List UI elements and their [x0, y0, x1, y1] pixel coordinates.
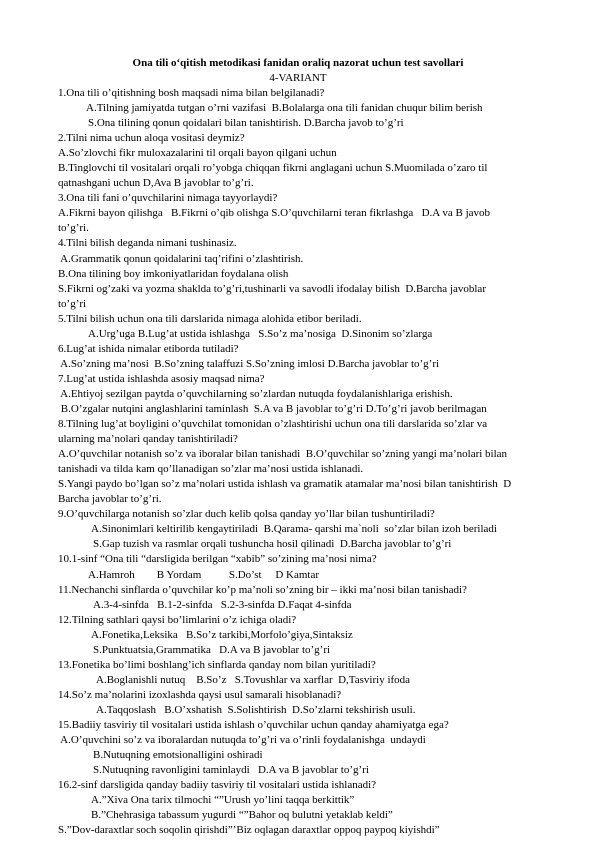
- text-line: to’g’ri.: [58, 222, 89, 235]
- text-line: 5.Tilni bilish uchun ona tili darslarida nimaga alohida etibor beriladi.: [58, 312, 362, 325]
- text-line: 8.Tilning lug’at boyligini o’quvchilat tomonidan o’zlashtirishi uchun ona tili darslarida so’zlar va: [58, 418, 488, 431]
- text-line: A.Urg’uga B.Lug’at ustida ishlashga S.So’z ma’nosiga D.Sinonim so’zlarga: [88, 327, 433, 340]
- question-list: [58, 86, 558, 838]
- text-line: A.O’quvchilar notanish so’z va iboralar bilan tanishadi B.O’quvchilar so’zning yangi ma’nolari bilan: [58, 448, 508, 461]
- text-line: S.Ona tilining qonun qoidalari bilan tanishtirish. D.Barcha javob to’g’ri: [88, 117, 404, 130]
- text-line: 1.Ona tili o’qitishning bosh maqsadi nima bilan belgilanadi?: [58, 87, 325, 99]
- text-line: S.Gap tuzish va rasmlar orqali tushuncha hosil qilinadi D.Barcha javoblar to’g’ri: [93, 538, 452, 551]
- text-line: 14.So’z ma’nolarini izoxlashda qaysi usul samarali hisoblanadi?: [58, 688, 342, 701]
- text-line: to’g’ri: [58, 297, 87, 310]
- text-line: B.O’zgalar nutqini anglashlarini taminlash S.A va B javoblar to’g’ri D.To’g’ri javob berilmagan: [58, 402, 487, 415]
- text-line: 15.Badiiy tasviriy til vositalari ustida ishlash o’quvchilar uchun qanday ahamiyatga ega?: [58, 718, 449, 731]
- text-line: S.Nutuqning ravonligini taminlaydi D.A va B javoblar to’g’ri: [93, 764, 369, 777]
- text-line: A.Boglanishli nutuq B.So’z S.Tovushlar va xarflar D,Tasviriy ifoda: [96, 673, 411, 686]
- text-line: A.3-4-sinfda B.1-2-sinfda S.2-3-sinfda D.Faqat 4-sinfda: [93, 598, 352, 611]
- text-line: A.Grammatik qonun qoidalarini taq’rifini o’zlashtirish.: [58, 252, 304, 265]
- text-line: 7.Lug’at ustida ishlashda asosiy maqsad nima?: [58, 372, 265, 385]
- text-line: 3.Ona tili fani o’quvchilarini nimaga tayyorlaydi?: [58, 192, 278, 205]
- text-line: 10.1-sinf “Ona tili “darsligida berilgan “xabib” so’zining ma’nosi nima?: [58, 553, 377, 566]
- text-line: 2.Tilni nima uchun aloqa vositasi deymiz?: [58, 132, 245, 145]
- text-line: 13.Fonetika bo’limi boshlang’ich sinflarda qanday nom bilan yuritiladi?: [58, 658, 376, 671]
- text-line: A.O’quvchini so’z va iboralardan nutuqda to’g’ri va o’rinli foydalanishga undaydi: [58, 734, 426, 747]
- text-line: A.So’zning ma’nosi B.So’zning talaffuzi S.So’zning imlosi D.Barcha javoblar to’g’ri: [58, 357, 440, 370]
- text-line: 16.2-sinf darsligida qanday badiiy tasviriy til vositalari ustida ishlanadi?: [58, 779, 377, 792]
- text-line: B.Ona tilining boy imkoniyatlaridan foydalana olish: [58, 267, 289, 280]
- text-line: S.Yangi paydo bo’lgan so’z ma’nolari ustida ishlash va gramatik atamalar ma’nosi bilan tanishtirish D: [58, 478, 512, 491]
- text-line: B.Tinglovchi til vositalari orqali ro’yobga chiqqan fikrni anglagani uchun S.Muomilada o’zaro til: [58, 162, 488, 175]
- text-line: qatnashgani uchun D,Ava B javoblar to’g’ri.: [58, 177, 254, 190]
- text-line: Barcha javoblar to’g’ri.: [58, 493, 162, 506]
- text-line: A.Tilning jamiyatda tutgan o’rni vazifasi B.Bolalarga ona tili fanidan chuqur bilim berish: [86, 102, 483, 115]
- text-line: A.Hamroh B Yordam S.Do’st D Kamtar: [88, 568, 319, 581]
- text-line: A.So’zlovchi fikr muloxazalarini til orqali bayon qilgani uchun: [58, 147, 337, 160]
- text-line: tanishadi va tilda kam qo’llanadigan so’zlar ma’nosi ustida ishlanadi.: [58, 463, 364, 476]
- text-line: B.Nutuqning emotsionalligini oshiradi: [93, 749, 263, 762]
- text-line: A.Fikrni bayon qilishga B.Fikrni o’qib olishga S.O’quvchilarni teran fikrlashga D.A va B javob: [58, 207, 491, 220]
- text-line: 6.Lug’at ishida nimalar etiborda tutiladi?: [58, 342, 239, 355]
- text-line: A.Sinonimlari keltirilib kengaytiriladi B.Qarama- qarshi ma`noli so’zlar bilan izoh beriladi: [91, 523, 497, 536]
- document-title: Ona tili o‘qitish metodikasi fanidan oraliq nazorat uchun test savollari: [132, 57, 464, 69]
- variant-label: 4-VARIANT: [269, 72, 327, 84]
- text-line: B.”Chehrasiga tabassum yugurdi “”Bahor oq bulutni yetaklab keldi”: [91, 809, 393, 822]
- text-line: S.Fikrni og’zaki va yozma shaklda to’g’ri,tushinarli va savodli ifodalay bilish D.Barcha javoblar: [58, 282, 486, 295]
- text-line: 9.O’quvchilarga notanish so’zlar duch kelib qolsa qanday yo’llar bilan tushuntiriladi?: [58, 508, 435, 521]
- text-line: 4.Tilni bilish deganda nimani tushinasiz.: [58, 237, 237, 250]
- text-line: S.”Dov-daraxtlar soch soqolin qirishdi”’Biz oqlagan daraxtlar oppoq paypoq kiyishdi”: [58, 824, 440, 837]
- text-line: ularning ma’nolari qanday tanishtiriladi?: [58, 433, 238, 446]
- text-line: A.Taqqoslash B.O’xshatish S.Solishtirish D.So’zlarni tekshirish usuli.: [96, 703, 416, 716]
- text-line: A.”Xiva Ona tarix tilmochi “”Urush yo’lini taqqa berkittik”: [91, 794, 355, 807]
- text-line: A.Ehtiyoj sezilgan paytda o’quvchilarning so’zlardan nutuqda foydalanishlariga erishish.: [58, 387, 453, 400]
- text-line: 11.Nechanchi sinflarda o’quvchilar ko’p ma’noli so’zning bir – ikki ma’nosi bilan tanishadi?: [58, 583, 467, 596]
- text-line: A.Fonetika,Leksika B.So’z tarkibi,Morfolo’giya,Sintaksiz: [91, 628, 353, 641]
- text-line: S.Punktuatsia,Grammatika D.A va B javoblar to’g’ri: [93, 643, 331, 656]
- text-line: 12.Tilning sathlari qaysi bo’limlarini o’z ichiga oladi?: [58, 613, 297, 626]
